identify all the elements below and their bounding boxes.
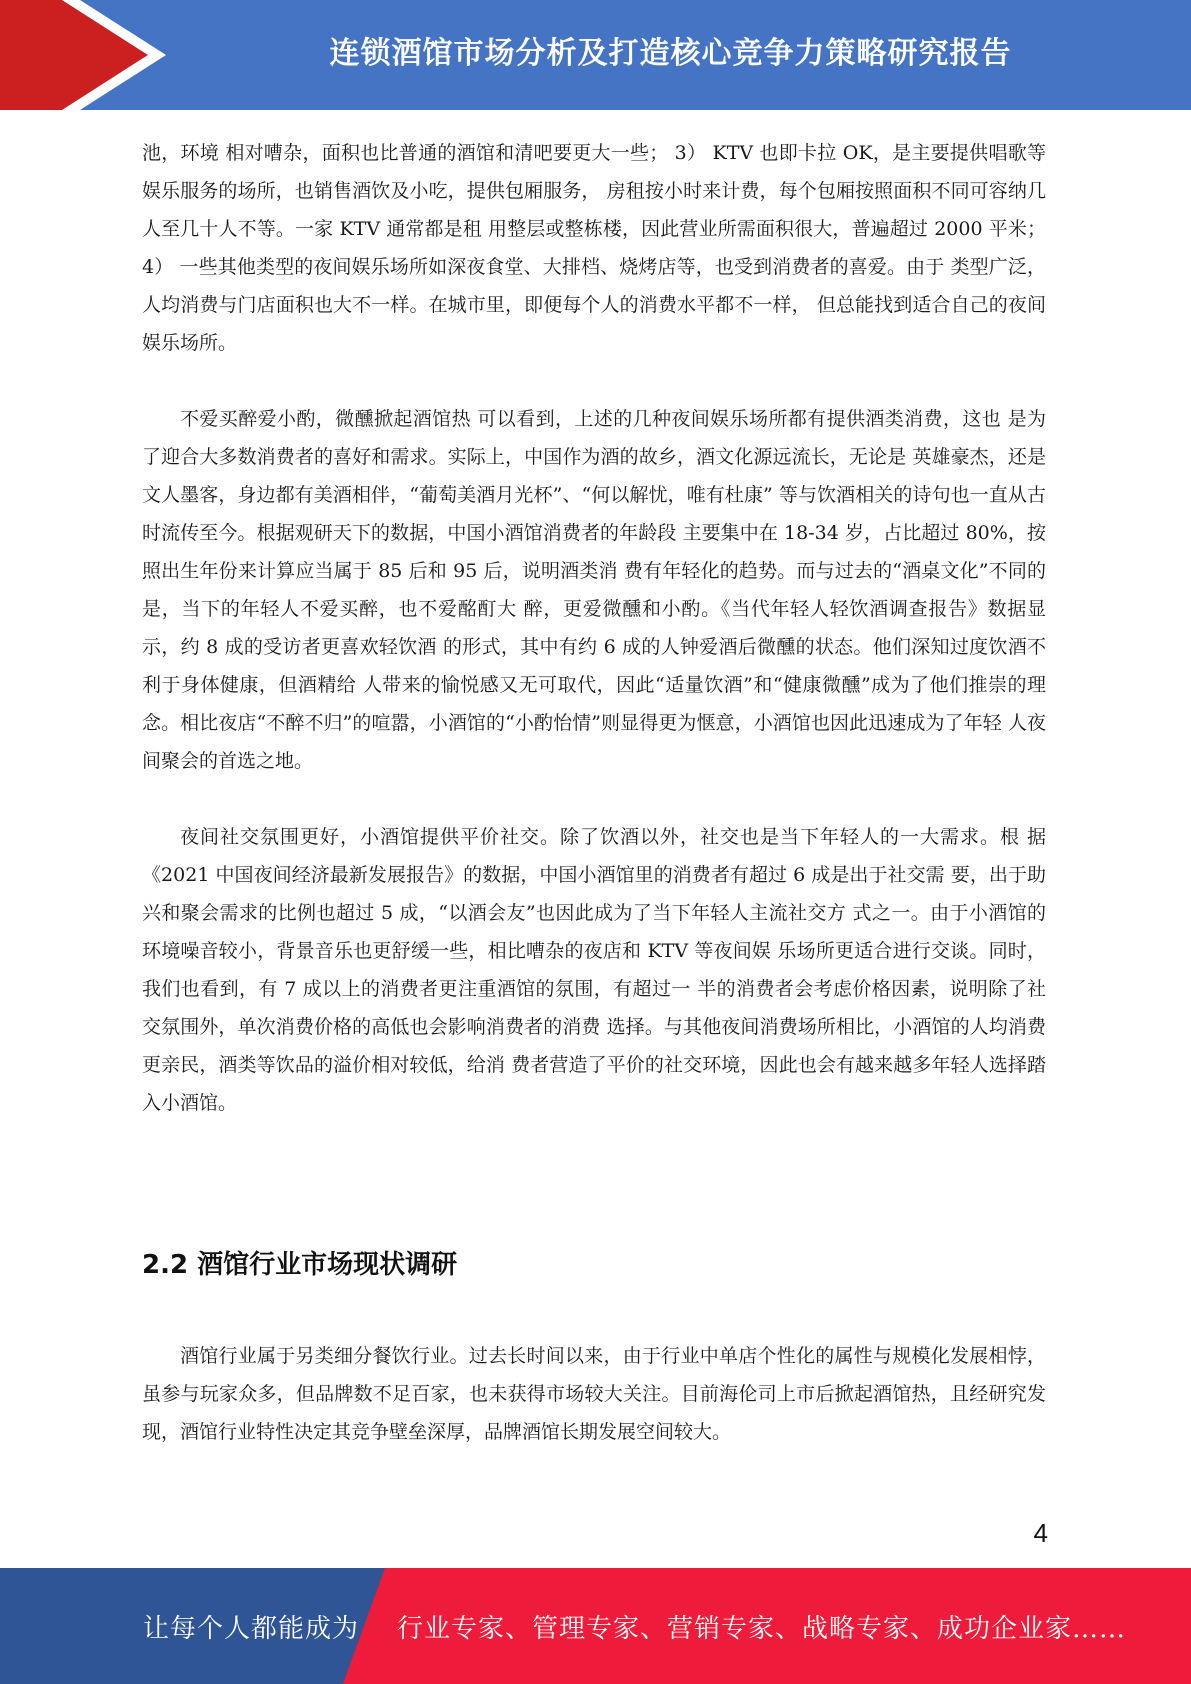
report-title: 连锁酒馆市场分析及打造核心竞争力策略研究报告	[329, 36, 1012, 71]
footer-slogan-right: 行业专家、管理专家、营销专家、战略专家、成功企业家……	[397, 1613, 1127, 1644]
page-footer	[0, 1568, 1191, 1684]
body-content	[142, 134, 1046, 1122]
body-paragraph-2: 不爱买醉爱小酌，微醺掀起酒馆热 可以看到，上述的几种夜间娱乐场所都有提供酒类消费，这也 是为了迎合大多数消费者的喜好和需求。实际上，中国作为酒的故乡，酒文化源远流长，无论是 英雄豪杰，还是文人墨客，身边都有美酒相伴，“葡萄美酒月光杯”、“何以解忧，唯有杜康” 等与饮酒相关的诗句也一直从古时流传至今。根据观研天下的数据，中国小酒馆消费者的年龄段 主要集中在 18-34 岁，占比超过 80%，按照出生年份来计算应当属于 85 后和 95 后，说明酒类消 费有年轻化的趋势。而与过去的“酒桌文化”不同的是，当下的年轻人不爱买醉，也不爱酩酊大 醉，更爱微醺和小酌。《当代年轻人轻饮酒调查报告》数据显示，约 8 成的受访者更喜欢轻饮酒 的形式，其中有约 6 成的人钟爱酒后微醺的状态。他们深知过度饮酒不利于身体健康，但酒精给 人带来的愉悦感又无可取代，因此“适量饮酒”和“健康微醺”成为了他们推崇的理念。相比夜店“不醉不归”的喧嚣，小酒馆的“小酌怡情”则显得更为惬意，小酒馆也因此迅速成为了年轻 人夜间聚会的首选之地。	[142, 408, 1046, 772]
section-content	[142, 1337, 1046, 1451]
body-paragraph-3: 夜间社交氛围更好，小酒馆提供平价社交。除了饮酒以外，社交也是当下年轻人的一大需求。根 据《2021 中国夜间经济最新发展报告》的数据，中国小酒馆里的消费者有超过 6 成是出于社交需 要，出于助兴和聚会需求的比例也超过 5 成，“以酒会友”也因此成为了当下年轻人主流社交方 式之一。由于小酒馆的环境噪音较小，背景音乐也更舒缓一些，相比嘈杂的夜店和 KTV 等夜间娱 乐场所更适合进行交谈。同时，我们也看到，有 7 成以上的消费者更注重酒馆的氛围，有超过一 半的消费者会考虑价格因素，说明除了社交氛围外，单次消费价格的高低也会影响消费者的消费 选择。与其他夜间消费场所相比，小酒馆的人均消费更亲民，酒类等饮品的溢价相对较低，给消 费者营造了平价的社交环境，因此也会有越来越多年轻人选择踏入小酒馆。	[142, 826, 1046, 1114]
section-heading: 2.2 酒馆行业市场现状调研	[142, 1250, 458, 1280]
page-header	[0, 0, 1191, 110]
body-paragraph-1: 池，环境 相对嘈杂，面积也比普通的酒馆和清吧要更大一些； 3） KTV 也即卡拉 OK，是主要提供唱歌等娱乐服务的场所，也销售酒饮及小吃，提供包厢服务， 房租按小时来计费，每个包厢按照面积不同可容纳几人至几十人不等。一家 KTV 通常都是租 用整层或整栋楼，因此营业所需面积很大，普遍超过 2000 平米； 4） 一些其他类型的夜间娱乐场所如深夜食堂、大排档、烧烤店等，也受到消费者的喜爱。由于 类型广泛，人均消费与门店面积也大不一样。在城市里，即便每个人的消费水平都不一样， 但总能找到适合自己的夜间娱乐场所。	[142, 142, 1046, 354]
footer-slogan-left: 让每个人都能成为	[143, 1613, 360, 1644]
page-number: 4	[1033, 1518, 1048, 1548]
section-paragraph: 酒馆行业属于另类细分餐饮行业。过去长时间以来，由于行业中单店个性化的属性与规模化发展相悖，虽参与玩家众多，但品牌数不足百家，也未获得市场较大关注。目前海伦司上市后掀起酒馆热，且经研究发现，酒馆行业特性决定其竞争壁垒深厚，品牌酒馆长期发展空间较大。	[142, 1345, 1046, 1443]
